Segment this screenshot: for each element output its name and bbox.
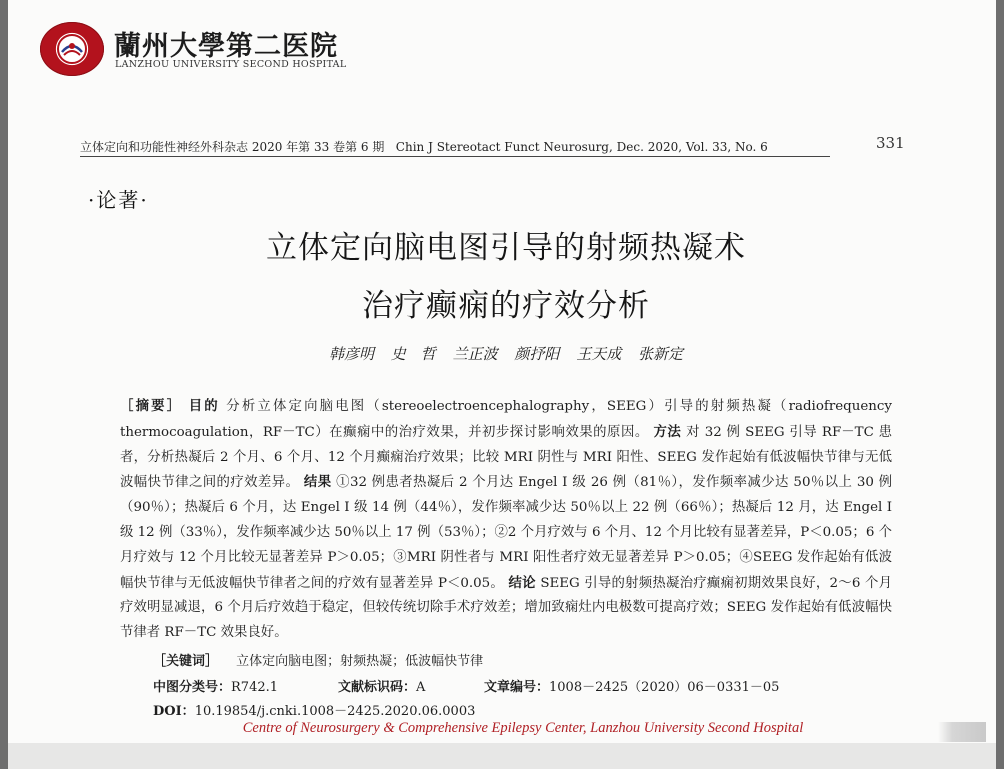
- author: 王天成: [576, 345, 622, 363]
- journal-title-cn: 立体定向和功能性神经外科杂志 2020 年第 33 卷第 6 期: [80, 140, 385, 154]
- doi-line: [153, 700, 475, 719]
- article-title-line2: 治疗癫痫的疗效分析: [362, 288, 650, 324]
- objective-label: 目的: [188, 398, 220, 414]
- bottom-strip: [8, 743, 996, 769]
- clc-value: R742.1: [231, 680, 279, 695]
- abstract: [120, 394, 892, 646]
- hospital-name-en: LANZHOU UNIVERSITY SECOND HOSPITAL: [115, 59, 347, 70]
- hospital-emblem-icon: [40, 22, 104, 76]
- journal-running-head: [80, 138, 830, 157]
- article-number: [484, 676, 779, 695]
- hospital-name-cn: 蘭州大學第二医院: [114, 31, 338, 62]
- slide-page: [8, 0, 996, 769]
- article-number-value: 1008－2425（2020）06－0331－05: [549, 680, 780, 695]
- corner-watermark: [938, 722, 986, 742]
- document-code: [338, 676, 425, 695]
- conclusion-label: 结论: [508, 574, 536, 591]
- journal-title-en: Chin J Stereotact Funct Neurosurg, Dec. 2020, Vol. 33, No. 6: [395, 140, 768, 154]
- doc-code-label: 文献标识码：: [338, 680, 417, 695]
- hospital-logo: [40, 22, 104, 76]
- objective-text: 分析立体定向脑电图（stereoelectroencephalography，SEEG）引导的射频热凝（radiofrequency thermocoagulation，RF－TC）在癫痫中的治疗效果，并初步探讨影响效果的原因。: [120, 399, 892, 440]
- results-label: 结果: [303, 474, 332, 491]
- conclusion-text: SEEG 引导的射频热凝治疗癫痫初期效果良好，2～6 个月疗效明显减退，6 个月后疗效趋于稳定，但较传统切除手术疗效差；增加致痫灶内电极数可提高疗效；SEEG 发作起始有低波幅快节律者 RF－TC 效果良好。: [120, 575, 892, 641]
- keywords-line: [153, 650, 483, 669]
- page-number: 331: [876, 134, 905, 152]
- section-tag: ·论著·: [88, 188, 149, 212]
- keywords-value: 立体定向脑电图；射频热凝；低波幅快节律: [236, 654, 484, 669]
- methods-label: 方法: [653, 423, 682, 440]
- author-list: [8, 343, 996, 364]
- abstract-label: ［摘要］: [120, 398, 183, 414]
- author: 韩彦明: [329, 345, 375, 363]
- author: 张新定: [637, 345, 683, 363]
- results-text: ①32 例患者热凝后 2 个月达 Engel Ⅰ 级 26 例（81％），发作频率减少达 50％以上 30 例（90％）；热凝后 6 个月，达 Engel Ⅰ 级 14 例（44％），发作频率减少达 50％以上 22 例（66％）；热凝后 12 月，达 Engel Ⅰ 级 12 例（33％），发作频率减少达 50％以上 17 例（53％）；②2 个月疗效与 6 个月、12 个月比较有显著差异，P＜0.05；6 个月疗效与 12 个月比较无显著差异 P＞0.05；③MRI 阴性者与 MRI 阳性者疗效无显著差异 P＞0.05；④SEEG 发作起始有低波幅快节律与无低波幅快节律者之间的疗效有显著差异 P＜0.05。: [120, 475, 892, 591]
- methods-text: 对 32 例 SEEG 引导 RF－TC 患者，分析热凝后 2 个月、6 个月、12 个月癫痫治疗效果；比较 MRI 阴性与 MRI 阳性、SEEG 发作起始有低波幅快节律与无低波幅快节律之间的疗效差异。: [120, 424, 892, 491]
- author: 颜抒阳: [514, 345, 560, 363]
- article-number-label: 文章编号：: [484, 680, 550, 695]
- doc-code-value: A: [416, 680, 426, 695]
- doi-value: 10.19854/j.cnki.1008－2425.2020.06.0003: [194, 704, 476, 719]
- clc-label: 中图分类号：: [153, 680, 232, 695]
- clc-number: [153, 676, 278, 695]
- affiliation-caption: Centre of Neurosurgery & Comprehensive Epilepsy Center, Lanzhou University Second Hospital: [242, 720, 804, 736]
- author: 史 哲: [390, 345, 436, 363]
- author: 兰正波: [452, 345, 498, 363]
- keywords-label: ［关键词］: [153, 654, 219, 669]
- doi-label: DOI：: [153, 704, 195, 719]
- article-title-line1: 立体定向脑电图引导的射频热凝术: [266, 230, 746, 266]
